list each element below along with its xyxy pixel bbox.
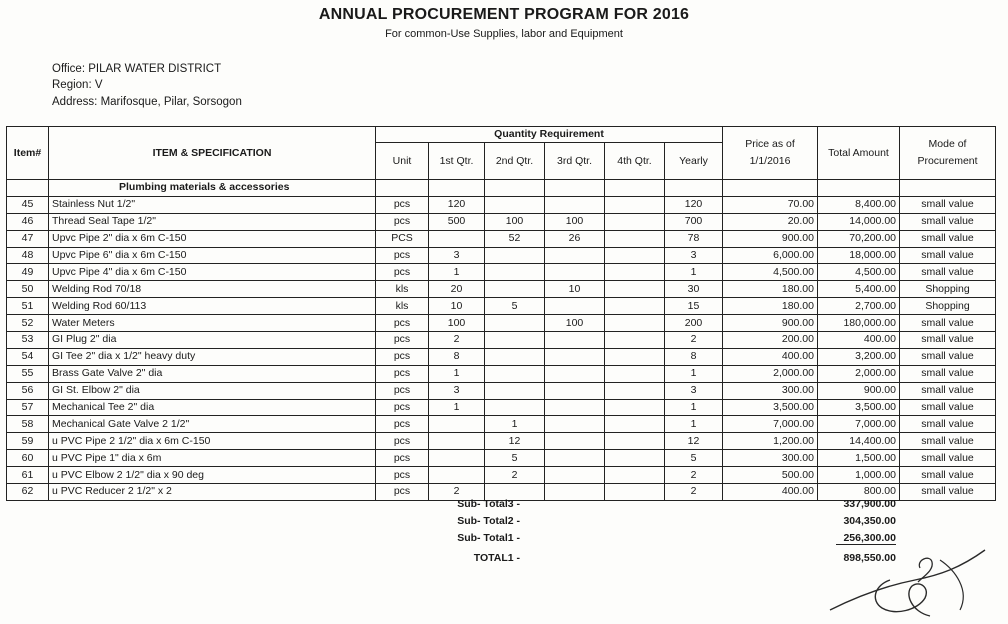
item-spec: Upvc Pipe 6" dia x 6m C-150 (49, 247, 376, 264)
header-spec: ITEM & SPECIFICATION (49, 127, 376, 180)
total-amount-cell: 800.00 (818, 484, 900, 501)
header-item: Item# (7, 127, 49, 180)
q3-cell (545, 399, 605, 416)
unit-cell: kls (376, 281, 429, 298)
q2-cell (485, 315, 545, 332)
q1-cell: 8 (429, 348, 485, 365)
q2-cell (485, 399, 545, 416)
q2-cell: 12 (485, 433, 545, 450)
q4-cell (605, 399, 665, 416)
table-row (7, 416, 996, 433)
q4-cell (605, 467, 665, 484)
total-value: 256,300.00 (836, 532, 896, 545)
total-amount-cell: 14,400.00 (818, 433, 900, 450)
yearly-cell: 3 (665, 247, 723, 264)
item-number: 59 (7, 433, 49, 450)
total-amount-cell: 3,500.00 (818, 399, 900, 416)
item-spec: Welding Rod 60/113 (49, 298, 376, 315)
mode-cell: small value (900, 365, 996, 382)
price-cell: 900.00 (723, 230, 818, 247)
unit-cell: pcs (376, 196, 429, 213)
q2-cell: 2 (485, 467, 545, 484)
mode-cell: Shopping (900, 281, 996, 298)
q1-cell: 10 (429, 298, 485, 315)
item-spec: GI Plug 2" dia (49, 332, 376, 349)
yearly-cell: 78 (665, 230, 723, 247)
yearly-cell: 8 (665, 348, 723, 365)
q2-cell (485, 348, 545, 365)
item-number: 54 (7, 348, 49, 365)
table-row (7, 348, 996, 365)
mode-cell: small value (900, 450, 996, 467)
q1-cell: 20 (429, 281, 485, 298)
price-cell: 3,500.00 (723, 399, 818, 416)
q3-cell: 100 (545, 315, 605, 332)
price-cell: 4,500.00 (723, 264, 818, 281)
mode-cell: small value (900, 433, 996, 450)
table-row (7, 450, 996, 467)
yearly-cell: 1 (665, 365, 723, 382)
mode-cell: small value (900, 416, 996, 433)
q3-cell (545, 433, 605, 450)
header-yearly: Yearly (665, 143, 723, 180)
table-row (7, 298, 996, 315)
region-line: Region: V (52, 79, 103, 91)
procurement-table (6, 126, 996, 501)
price-cell: 400.00 (723, 348, 818, 365)
yearly-cell: 3 (665, 382, 723, 399)
total-label: Sub- Total1 - (457, 532, 520, 544)
yearly-cell: 200 (665, 315, 723, 332)
q3-cell (545, 484, 605, 501)
header-mode-line2: Procurement (917, 155, 978, 167)
mode-cell: small value (900, 382, 996, 399)
total-amount-cell: 8,400.00 (818, 196, 900, 213)
item-spec: Water Meters (49, 315, 376, 332)
q4-cell (605, 332, 665, 349)
header-unit: Unit (376, 143, 429, 180)
q4-cell (605, 264, 665, 281)
q4-cell (605, 298, 665, 315)
header-total: Total Amount (818, 127, 900, 180)
yearly-cell: 120 (665, 196, 723, 213)
item-spec: u PVC Pipe 1" dia x 6m (49, 450, 376, 467)
unit-cell: pcs (376, 450, 429, 467)
table-row (7, 365, 996, 382)
price-cell: 300.00 (723, 450, 818, 467)
yearly-cell: 2 (665, 332, 723, 349)
q1-cell (429, 467, 485, 484)
item-spec: Thread Seal Tape 1/2" (49, 213, 376, 230)
price-cell: 180.00 (723, 298, 818, 315)
q4-cell (605, 484, 665, 501)
mode-cell: small value (900, 484, 996, 501)
total-label: Sub- Total3 - (457, 498, 520, 510)
total-amount-cell: 2,700.00 (818, 298, 900, 315)
mode-cell: small value (900, 332, 996, 349)
item-number: 62 (7, 484, 49, 501)
yearly-cell: 700 (665, 213, 723, 230)
item-number: 58 (7, 416, 49, 433)
unit-cell: pcs (376, 332, 429, 349)
q2-cell: 1 (485, 416, 545, 433)
total-amount-cell: 3,200.00 (818, 348, 900, 365)
yearly-cell: 1 (665, 399, 723, 416)
item-number: 49 (7, 264, 49, 281)
total-amount-cell: 5,400.00 (818, 281, 900, 298)
total-amount-cell: 1,500.00 (818, 450, 900, 467)
total-amount-cell: 18,000.00 (818, 247, 900, 264)
price-cell: 180.00 (723, 281, 818, 298)
yearly-cell: 2 (665, 467, 723, 484)
q1-cell (429, 416, 485, 433)
header-price-line1: Price as of (745, 138, 795, 150)
document-title: ANNUAL PROCUREMENT PROGRAM FOR 2016 (318, 6, 690, 23)
total-label: Sub- Total2 - (457, 515, 520, 527)
unit-cell: pcs (376, 315, 429, 332)
total-amount-cell: 180,000.00 (818, 315, 900, 332)
header-q2: 2nd Qtr. (485, 143, 545, 180)
price-cell: 300.00 (723, 382, 818, 399)
table-row (7, 467, 996, 484)
q1-cell: 120 (429, 196, 485, 213)
q3-cell (545, 332, 605, 349)
unit-cell: pcs (376, 365, 429, 382)
total-amount-cell: 900.00 (818, 382, 900, 399)
header-q1: 1st Qtr. (429, 143, 485, 180)
table-row (7, 247, 996, 264)
item-number: 46 (7, 213, 49, 230)
yearly-cell: 15 (665, 298, 723, 315)
office-line: Office: PILAR WATER DISTRICT (52, 63, 222, 75)
q4-cell (605, 213, 665, 230)
item-number: 45 (7, 196, 49, 213)
q4-cell (605, 433, 665, 450)
table-row (7, 399, 996, 416)
q1-cell: 500 (429, 213, 485, 230)
item-spec: u PVC Elbow 2 1/2" dia x 90 deg (49, 467, 376, 484)
q4-cell (605, 348, 665, 365)
q1-cell: 3 (429, 382, 485, 399)
q1-cell: 3 (429, 247, 485, 264)
q2-cell (485, 264, 545, 281)
q4-cell (605, 247, 665, 264)
item-number: 52 (7, 315, 49, 332)
header-q4: 4th Qtr. (605, 143, 665, 180)
q2-cell (485, 332, 545, 349)
yearly-cell: 30 (665, 281, 723, 298)
q3-cell: 10 (545, 281, 605, 298)
item-spec: u PVC Reducer 2 1/2" x 2 (49, 484, 376, 501)
unit-cell: pcs (376, 467, 429, 484)
mode-cell: Shopping (900, 298, 996, 315)
mode-cell: small value (900, 315, 996, 332)
item-number: 53 (7, 332, 49, 349)
q1-cell (429, 433, 485, 450)
q2-cell (485, 365, 545, 382)
total-value: 304,350.00 (843, 515, 896, 527)
total-amount-cell: 1,000.00 (818, 467, 900, 484)
q3-cell (545, 264, 605, 281)
category-label: Plumbing materials & accessories (49, 180, 376, 197)
q1-cell: 1 (429, 399, 485, 416)
unit-cell: PCS (376, 230, 429, 247)
item-number: 60 (7, 450, 49, 467)
q1-cell (429, 230, 485, 247)
total-value: 898,550.00 (843, 552, 896, 564)
item-number: 50 (7, 281, 49, 298)
unit-cell: pcs (376, 416, 429, 433)
q2-cell (485, 247, 545, 264)
q3-cell (545, 298, 605, 315)
table-row (7, 230, 996, 247)
q4-cell (605, 281, 665, 298)
q1-cell: 1 (429, 365, 485, 382)
item-spec: GI Tee 2" dia x 1/2" heavy duty (49, 348, 376, 365)
total-label: TOTAL1 - (473, 552, 520, 564)
q2-cell (485, 196, 545, 213)
table-row (7, 433, 996, 450)
yearly-cell: 1 (665, 264, 723, 281)
mode-cell: small value (900, 230, 996, 247)
price-cell: 2,000.00 (723, 365, 818, 382)
header-price-line2: 1/1/2016 (749, 155, 791, 167)
item-spec: Stainless Nut 1/2" (49, 196, 376, 213)
q3-cell (545, 467, 605, 484)
unit-cell: pcs (376, 213, 429, 230)
unit-cell: pcs (376, 264, 429, 281)
total-amount-cell: 7,000.00 (818, 416, 900, 433)
item-number: 56 (7, 382, 49, 399)
q3-cell (545, 365, 605, 382)
q2-cell (485, 382, 545, 399)
total-amount-cell: 70,200.00 (818, 230, 900, 247)
price-cell: 1,200.00 (723, 433, 818, 450)
mode-cell: small value (900, 247, 996, 264)
item-spec: Welding Rod 70/18 (49, 281, 376, 298)
item-spec: GI St. Elbow 2" dia (49, 382, 376, 399)
mode-cell: small value (900, 348, 996, 365)
header-mode-line1: Mode of (928, 138, 967, 150)
unit-cell: pcs (376, 433, 429, 450)
price-cell: 7,000.00 (723, 416, 818, 433)
price-cell: 900.00 (723, 315, 818, 332)
document-subtitle: For common-Use Supplies, labor and Equipment (385, 28, 623, 40)
q2-cell: 100 (485, 213, 545, 230)
header-q3: 3rd Qtr. (545, 143, 605, 180)
q3-cell (545, 247, 605, 264)
q2-cell: 5 (485, 450, 545, 467)
q1-cell: 100 (429, 315, 485, 332)
item-number: 48 (7, 247, 49, 264)
mode-cell: small value (900, 399, 996, 416)
total-amount-cell: 4,500.00 (818, 264, 900, 281)
price-cell: 20.00 (723, 213, 818, 230)
q3-cell (545, 196, 605, 213)
category-row (7, 180, 996, 197)
item-number: 61 (7, 467, 49, 484)
q4-cell (605, 230, 665, 247)
q2-cell: 5 (485, 298, 545, 315)
q3-cell: 100 (545, 213, 605, 230)
q1-cell: 2 (429, 484, 485, 501)
q1-cell: 2 (429, 332, 485, 349)
q4-cell (605, 382, 665, 399)
price-cell: 70.00 (723, 196, 818, 213)
mode-cell: small value (900, 196, 996, 213)
q4-cell (605, 416, 665, 433)
item-number: 47 (7, 230, 49, 247)
total-value: 337,900.00 (843, 498, 896, 510)
unit-cell: pcs (376, 382, 429, 399)
price-cell: 6,000.00 (723, 247, 818, 264)
item-spec: Upvc Pipe 4" dia x 6m C-150 (49, 264, 376, 281)
table-row (7, 332, 996, 349)
price-cell: 200.00 (723, 332, 818, 349)
header-price (723, 127, 818, 180)
item-number: 57 (7, 399, 49, 416)
total-amount-cell: 14,000.00 (818, 213, 900, 230)
total-amount-cell: 400.00 (818, 332, 900, 349)
mode-cell: small value (900, 264, 996, 281)
q4-cell (605, 196, 665, 213)
price-cell: 400.00 (723, 484, 818, 501)
q3-cell (545, 416, 605, 433)
unit-cell: pcs (376, 399, 429, 416)
q3-cell: 26 (545, 230, 605, 247)
table-row (7, 281, 996, 298)
table-row (7, 264, 996, 281)
signature-icon (820, 540, 1000, 624)
header-mode (900, 127, 996, 180)
q3-cell (545, 348, 605, 365)
item-spec: u PVC Pipe 2 1/2" dia x 6m C-150 (49, 433, 376, 450)
q2-cell (485, 281, 545, 298)
unit-cell: kls (376, 298, 429, 315)
q3-cell (545, 382, 605, 399)
q4-cell (605, 365, 665, 382)
item-spec: Mechanical Tee 2" dia (49, 399, 376, 416)
q4-cell (605, 450, 665, 467)
yearly-cell: 1 (665, 416, 723, 433)
q1-cell: 1 (429, 264, 485, 281)
q4-cell (605, 315, 665, 332)
price-cell: 500.00 (723, 467, 818, 484)
item-number: 51 (7, 298, 49, 315)
yearly-cell: 12 (665, 433, 723, 450)
table-row (7, 382, 996, 399)
table-row (7, 213, 996, 230)
table-row (7, 196, 996, 213)
yearly-cell: 5 (665, 450, 723, 467)
address-line: Address: Marifosque, Pilar, Sorsogon (52, 96, 242, 108)
mode-cell: small value (900, 213, 996, 230)
item-spec: Brass Gate Valve 2" dia (49, 365, 376, 382)
unit-cell: pcs (376, 247, 429, 264)
table-row (7, 315, 996, 332)
q3-cell (545, 450, 605, 467)
header-quantity: Quantity Requirement (376, 127, 723, 143)
item-number: 55 (7, 365, 49, 382)
q2-cell: 52 (485, 230, 545, 247)
q1-cell (429, 450, 485, 467)
unit-cell: pcs (376, 348, 429, 365)
mode-cell: small value (900, 467, 996, 484)
item-spec: Mechanical Gate Valve 2 1/2" (49, 416, 376, 433)
yearly-cell: 2 (665, 484, 723, 501)
total-amount-cell: 2,000.00 (818, 365, 900, 382)
unit-cell: pcs (376, 484, 429, 501)
item-spec: Upvc Pipe 2" dia x 6m C-150 (49, 230, 376, 247)
